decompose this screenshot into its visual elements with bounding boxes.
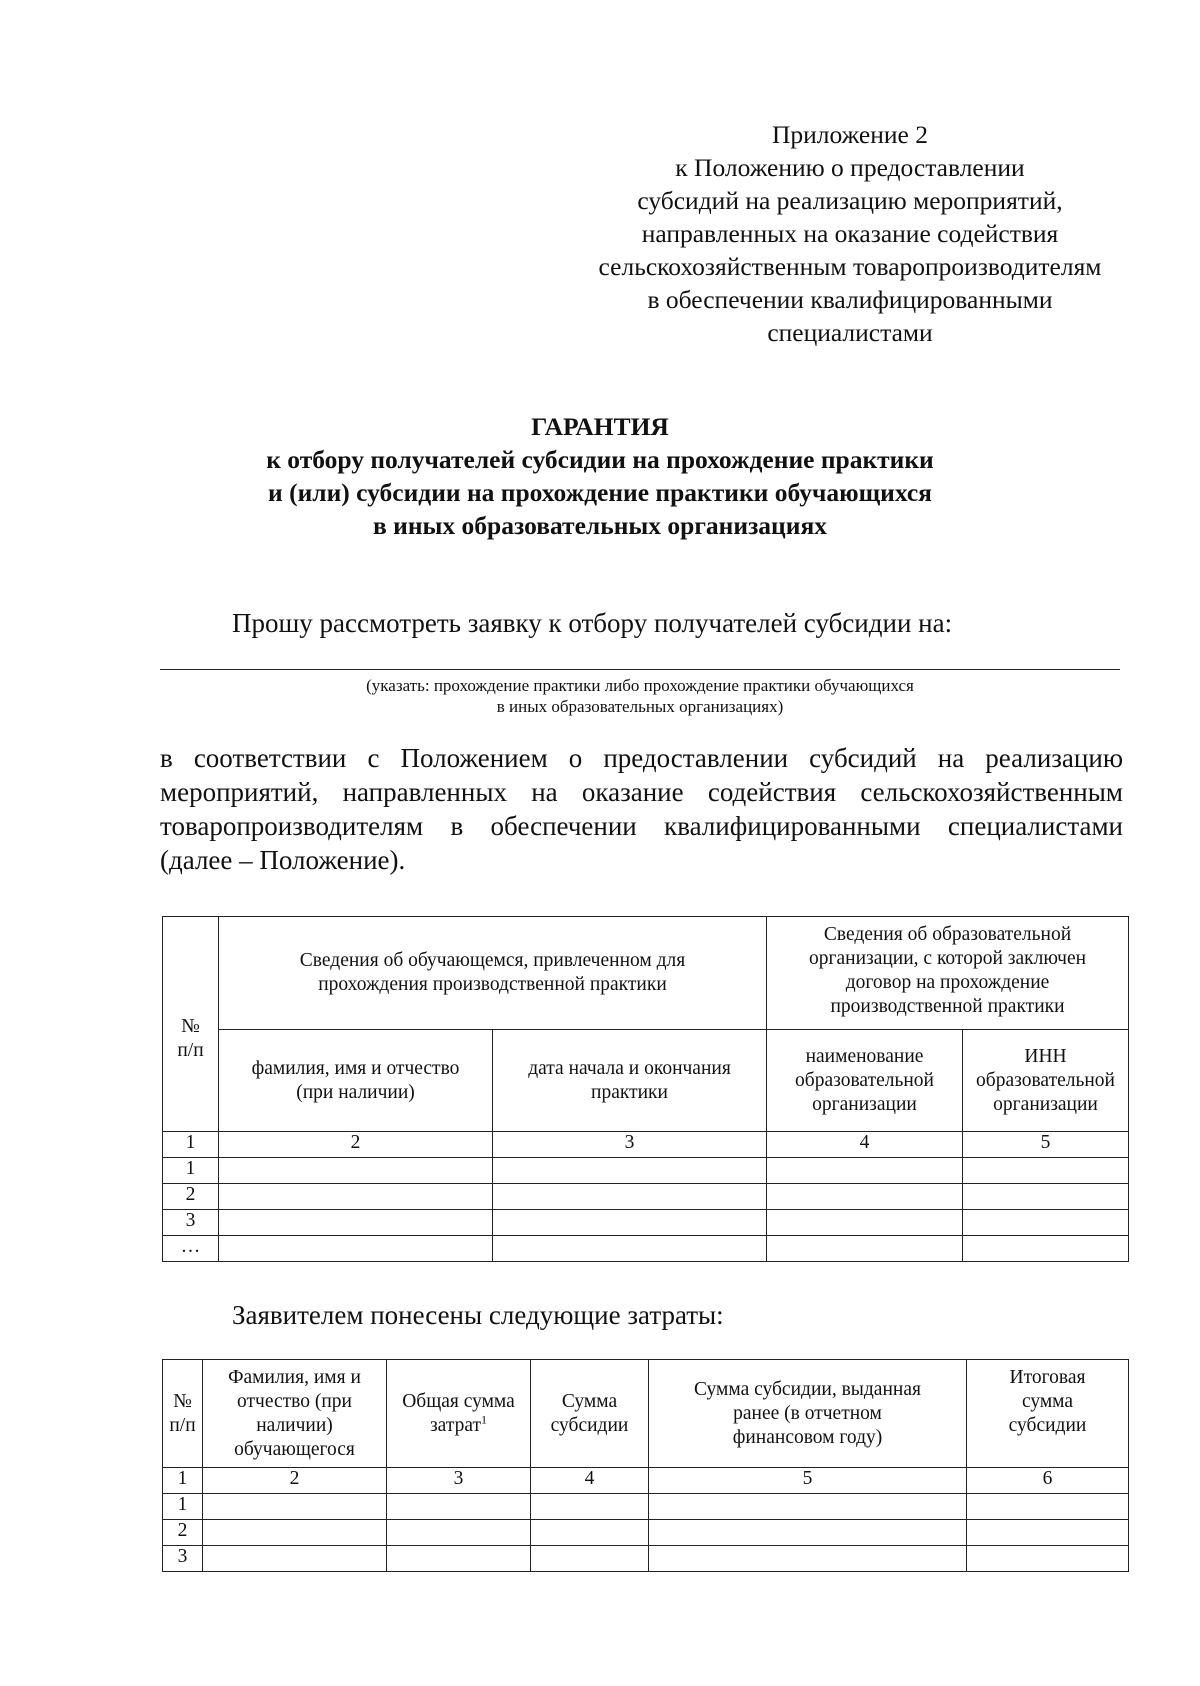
paragraph-line: мероприятий, направленных на оказание содействия сельскохозяйственным: [160, 777, 1123, 807]
row-number: 3: [163, 1210, 219, 1236]
col-number: 6: [967, 1468, 1129, 1494]
row-number: 1: [163, 1494, 203, 1520]
col-number: 2: [203, 1468, 387, 1494]
table-cell[interactable]: [219, 1236, 493, 1262]
table-cell[interactable]: [767, 1236, 963, 1262]
col-number: 3: [387, 1468, 531, 1494]
table-cell[interactable]: [219, 1210, 493, 1236]
annex-block: [560, 118, 1140, 349]
title-line: в иных образовательных организациях: [372, 511, 827, 540]
table-row: [163, 1236, 1129, 1262]
footnote-marker: 1: [481, 1412, 488, 1426]
annex-line: субсидий на реализацию мероприятий,: [637, 186, 1063, 215]
col-header-number: № п/п: [163, 1360, 203, 1468]
table-cell[interactable]: [767, 1158, 963, 1184]
costs-table: [162, 1359, 1129, 1572]
col-header-fio: Фамилия, имя и отчество (при наличии) обучающегося: [203, 1360, 387, 1468]
table-cell[interactable]: [767, 1184, 963, 1210]
col-number: 5: [963, 1132, 1129, 1158]
col-number: 3: [493, 1132, 767, 1158]
col-header-org-name: наименование образовательной организации: [767, 1030, 963, 1132]
request-text: Прошу рассмотреть заявку к отбору получателей субсидии на:: [232, 608, 953, 638]
annex-line: направленных на оказание содействия: [641, 219, 1059, 248]
table-cell[interactable]: [967, 1520, 1129, 1546]
annex-line: к Положению о предоставлении: [675, 153, 1025, 182]
col-group-organization: Сведения об образовательной организации, с которой заключен договор на прохождение производственной практики: [767, 917, 1129, 1030]
table-cell[interactable]: [963, 1210, 1129, 1236]
table-cell[interactable]: [967, 1494, 1129, 1520]
table-cell[interactable]: [531, 1546, 649, 1572]
table-cell[interactable]: [203, 1494, 387, 1520]
table-cell[interactable]: [649, 1520, 967, 1546]
table-cell[interactable]: [493, 1184, 767, 1210]
col-header-subsidy: Сумма субсидии: [531, 1360, 649, 1468]
table-cell[interactable]: [387, 1546, 531, 1572]
table-cell[interactable]: [963, 1236, 1129, 1262]
title-line: к отбору получателей субсидии на прохождение практики: [266, 445, 934, 474]
table-cell[interactable]: [649, 1494, 967, 1520]
paragraph-line: (далее – Положение).: [160, 845, 406, 875]
table-cell[interactable]: [531, 1494, 649, 1520]
table-cell[interactable]: [767, 1210, 963, 1236]
row-number: 2: [163, 1520, 203, 1546]
table-row: [163, 1184, 1129, 1210]
paragraph-line: в соответствии с Положением о предоставлении субсидий на реализацию: [160, 743, 1123, 773]
annex-line: сельскохозяйственным товаропроизводителям: [598, 252, 1102, 281]
total-costs-label: Общая сумма затрат: [402, 1390, 515, 1436]
hint-line: в иных образовательных организациях): [496, 697, 784, 716]
row-number: …: [163, 1236, 219, 1262]
table-cell[interactable]: [219, 1184, 493, 1210]
annex-line: специалистами: [767, 318, 933, 347]
table-cell[interactable]: [967, 1546, 1129, 1572]
annex-line: в обеспечении квалифицированными: [647, 285, 1053, 314]
col-header-number: № п/п: [163, 917, 219, 1132]
table-cell[interactable]: [219, 1158, 493, 1184]
col-header-dates: дата начала и окончания практики: [493, 1030, 767, 1132]
col-number: 4: [767, 1132, 963, 1158]
col-group-student: Сведения об обучающемся, привлеченном для прохождения производственной практики: [219, 917, 767, 1030]
row-number: 3: [163, 1546, 203, 1572]
title-line: и (или) субсидии на прохождение практики обучающихся: [268, 478, 932, 507]
table-row: [163, 1494, 1129, 1520]
col-number: 4: [531, 1468, 649, 1494]
col-number: 1: [163, 1132, 219, 1158]
row-number: 1: [163, 1158, 219, 1184]
table-cell[interactable]: [387, 1494, 531, 1520]
table-cell[interactable]: [531, 1520, 649, 1546]
table-row: [163, 1158, 1129, 1184]
col-number: 2: [219, 1132, 493, 1158]
table-cell[interactable]: [203, 1546, 387, 1572]
table-cell[interactable]: [493, 1236, 767, 1262]
fill-in-hint: [160, 675, 1120, 717]
table-cell[interactable]: [493, 1158, 767, 1184]
body-paragraph: [160, 741, 1123, 877]
col-header-issued-subsidy: Сумма субсидии, выданная ранее (в отчетном финансовом году): [649, 1360, 967, 1468]
table-cell[interactable]: [203, 1520, 387, 1546]
table-row: [163, 1210, 1129, 1236]
document-title-block: [150, 410, 1050, 542]
col-header-inn: ИНН образовательной организации: [963, 1030, 1129, 1132]
students-table: [162, 916, 1129, 1262]
annex-line: Приложение 2: [772, 120, 928, 149]
table-row: [163, 1520, 1129, 1546]
document-heading: ГАРАНТИЯ: [531, 412, 669, 441]
costs-text: Заявителем понесены следующие затраты:: [232, 1300, 724, 1330]
col-header-fio: фамилия, имя и отчество (при наличии): [219, 1030, 493, 1132]
table-cell[interactable]: [387, 1520, 531, 1546]
table-cell[interactable]: [493, 1210, 767, 1236]
fill-in-line[interactable]: [160, 669, 1120, 670]
paragraph-line: товаропроизводителям в обеспечении квалифицированными специалистами: [160, 811, 1123, 841]
row-number: 2: [163, 1184, 219, 1210]
table-cell[interactable]: [963, 1184, 1129, 1210]
table-cell[interactable]: [963, 1158, 1129, 1184]
col-header-total-costs: [387, 1360, 531, 1468]
col-header-final-subsidy: Итоговая сумма субсидии: [967, 1360, 1129, 1468]
table-cell[interactable]: [649, 1546, 967, 1572]
hint-line: (указать: прохождение практики либо прохождение практики обучающихся: [366, 676, 914, 695]
col-number: 1: [163, 1468, 203, 1494]
col-number: 5: [649, 1468, 967, 1494]
table-row: [163, 1546, 1129, 1572]
